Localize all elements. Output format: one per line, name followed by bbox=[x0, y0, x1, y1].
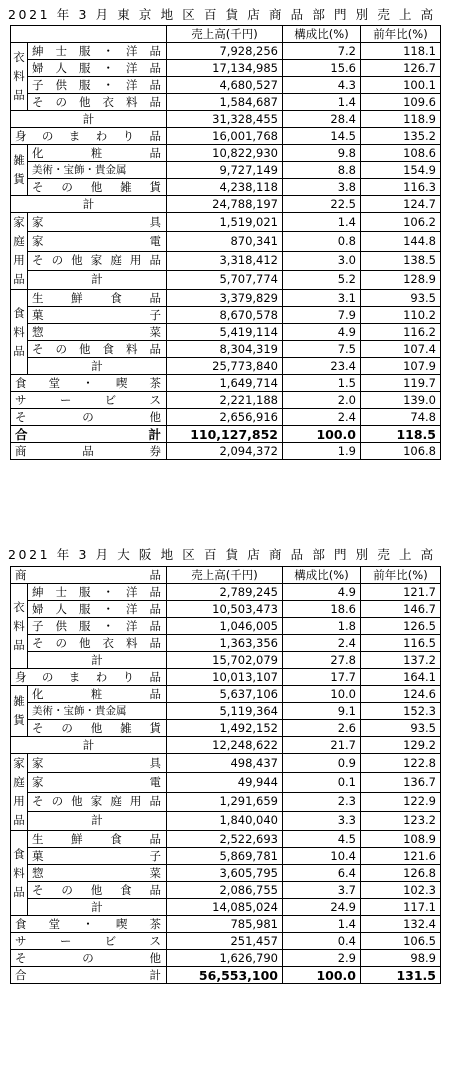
total-ratio: 100.0 bbox=[283, 967, 361, 984]
header-yoy: 前年比(%) bbox=[361, 567, 441, 584]
row-sales: 31,328,455 bbox=[167, 111, 283, 128]
table-row bbox=[11, 635, 441, 652]
row-yoy: 116.3 bbox=[361, 179, 441, 196]
group-label-household: 家 庭 用 品 bbox=[11, 754, 28, 831]
row-ratio: 6.4 bbox=[283, 865, 361, 882]
row-name: その他 bbox=[11, 409, 167, 426]
row-yoy: 74.8 bbox=[361, 409, 441, 426]
row-yoy: 118.1 bbox=[361, 43, 441, 60]
table-row bbox=[11, 669, 441, 686]
subtotal-row bbox=[11, 196, 441, 213]
subtotal-label: 計 bbox=[11, 111, 167, 128]
subtotal-row bbox=[11, 652, 441, 669]
row-sales: 785,981 bbox=[167, 916, 283, 933]
row-name: 子供服・洋品 bbox=[28, 618, 167, 635]
table-row bbox=[11, 686, 441, 703]
row-yoy: 98.9 bbox=[361, 950, 441, 967]
table-row bbox=[11, 251, 441, 270]
row-sales: 1,519,021 bbox=[167, 213, 283, 232]
row-sales: 17,134,985 bbox=[167, 60, 283, 77]
table-row bbox=[11, 145, 441, 162]
row-name: サービス bbox=[11, 392, 167, 409]
table-row bbox=[11, 375, 441, 392]
row-ratio: 1.4 bbox=[283, 916, 361, 933]
subtotal-label: 計 bbox=[28, 652, 167, 669]
group-label-clothing: 衣 料 品 bbox=[11, 43, 28, 111]
table-row bbox=[11, 60, 441, 77]
row-ratio: 18.6 bbox=[283, 601, 361, 618]
row-sales: 2,656,916 bbox=[167, 409, 283, 426]
row-ratio: 27.8 bbox=[283, 652, 361, 669]
group-label-misc: 雑 貨 bbox=[11, 145, 28, 196]
row-name: 食堂・喫茶 bbox=[11, 375, 167, 392]
row-ratio: 2.0 bbox=[283, 392, 361, 409]
row-ratio: 7.2 bbox=[283, 43, 361, 60]
row-name: その他 bbox=[11, 950, 167, 967]
row-yoy: 119.7 bbox=[361, 375, 441, 392]
row-yoy: 123.2 bbox=[361, 811, 441, 830]
row-yoy: 136.7 bbox=[361, 773, 441, 792]
row-sales: 2,094,372 bbox=[167, 443, 283, 460]
row-name: 惣菜 bbox=[28, 865, 167, 882]
table-row bbox=[11, 213, 441, 232]
row-sales: 498,437 bbox=[167, 754, 283, 773]
row-sales: 15,702,079 bbox=[167, 652, 283, 669]
row-sales: 9,727,149 bbox=[167, 162, 283, 179]
row-name: 家電 bbox=[28, 232, 167, 251]
table-row bbox=[11, 179, 441, 196]
row-sales: 2,789,245 bbox=[167, 584, 283, 601]
row-ratio: 22.5 bbox=[283, 196, 361, 213]
row-yoy: 144.8 bbox=[361, 232, 441, 251]
row-sales: 1,046,005 bbox=[167, 618, 283, 635]
row-name: 菓子 bbox=[28, 307, 167, 324]
row-ratio: 0.1 bbox=[283, 773, 361, 792]
row-yoy: 93.5 bbox=[361, 290, 441, 307]
row-yoy: 139.0 bbox=[361, 392, 441, 409]
grand-total-row bbox=[11, 967, 441, 984]
row-sales: 1,492,152 bbox=[167, 720, 283, 737]
group-label-household: 家 庭 用 品 bbox=[11, 213, 28, 290]
row-sales: 5,707,774 bbox=[167, 270, 283, 289]
row-ratio: 9.1 bbox=[283, 703, 361, 720]
row-sales: 3,318,412 bbox=[167, 251, 283, 270]
row-ratio: 4.3 bbox=[283, 77, 361, 94]
row-sales: 7,928,256 bbox=[167, 43, 283, 60]
table-row bbox=[11, 584, 441, 601]
row-name: 身のまわり品 bbox=[11, 669, 167, 686]
group-label-food: 食 料 品 bbox=[11, 290, 28, 375]
row-sales: 4,238,118 bbox=[167, 179, 283, 196]
table-row bbox=[11, 94, 441, 111]
row-yoy: 126.8 bbox=[361, 865, 441, 882]
row-name: 紳士服・洋品 bbox=[28, 43, 167, 60]
row-name: 美術・宝飾・貴金属 bbox=[28, 162, 167, 179]
row-name: 子供服・洋品 bbox=[28, 77, 167, 94]
subtotal-label: 計 bbox=[11, 737, 167, 754]
row-ratio: 2.4 bbox=[283, 635, 361, 652]
row-ratio: 2.3 bbox=[283, 792, 361, 811]
row-yoy: 164.1 bbox=[361, 669, 441, 686]
row-ratio: 3.8 bbox=[283, 179, 361, 196]
row-ratio: 3.3 bbox=[283, 811, 361, 830]
table-row bbox=[11, 618, 441, 635]
row-name: その他雑貨 bbox=[28, 179, 167, 196]
table-row bbox=[11, 720, 441, 737]
row-name: 商品券 bbox=[11, 443, 167, 460]
row-ratio: 5.2 bbox=[283, 270, 361, 289]
row-sales: 1,363,356 bbox=[167, 635, 283, 652]
row-yoy: 102.3 bbox=[361, 882, 441, 899]
subtotal-label: 計 bbox=[28, 899, 167, 916]
row-ratio: 2.4 bbox=[283, 409, 361, 426]
row-yoy: 107.4 bbox=[361, 341, 441, 358]
row-yoy: 108.6 bbox=[361, 145, 441, 162]
table-row bbox=[11, 77, 441, 94]
table-row bbox=[11, 43, 441, 60]
row-ratio: 4.9 bbox=[283, 324, 361, 341]
row-ratio: 1.8 bbox=[283, 618, 361, 635]
row-yoy: 124.7 bbox=[361, 196, 441, 213]
row-name: 家具 bbox=[28, 754, 167, 773]
row-sales: 5,637,106 bbox=[167, 686, 283, 703]
row-ratio: 14.5 bbox=[283, 128, 361, 145]
row-sales: 25,773,840 bbox=[167, 358, 283, 375]
group-label-misc: 雑 貨 bbox=[11, 686, 28, 737]
row-name: 家電 bbox=[28, 773, 167, 792]
table-row bbox=[11, 128, 441, 145]
row-sales: 10,013,107 bbox=[167, 669, 283, 686]
row-name: サービス bbox=[11, 933, 167, 950]
header-sales: 売上高(千円) bbox=[167, 567, 283, 584]
row-name: 化粧品 bbox=[28, 686, 167, 703]
row-ratio: 10.0 bbox=[283, 686, 361, 703]
row-sales: 3,379,829 bbox=[167, 290, 283, 307]
row-ratio: 10.4 bbox=[283, 848, 361, 865]
tokyo-sales-table bbox=[10, 25, 441, 460]
row-yoy: 128.9 bbox=[361, 270, 441, 289]
osaka-title: 2021 年 3 月 大 阪 地 区 百 貨 店 商 品 部 門 別 売 上 高 bbox=[8, 547, 436, 562]
row-name: 生鮮食品 bbox=[28, 831, 167, 848]
row-yoy: 121.7 bbox=[361, 584, 441, 601]
row-sales: 14,085,024 bbox=[167, 899, 283, 916]
row-yoy: 107.9 bbox=[361, 358, 441, 375]
total-yoy: 131.5 bbox=[361, 967, 441, 984]
row-sales: 10,503,473 bbox=[167, 601, 283, 618]
row-name: その他家庭用品 bbox=[28, 251, 167, 270]
row-ratio: 0.4 bbox=[283, 933, 361, 950]
row-sales: 2,221,188 bbox=[167, 392, 283, 409]
row-ratio: 2.9 bbox=[283, 950, 361, 967]
row-name: 身のまわり品 bbox=[11, 128, 167, 145]
row-name: その他衣料品 bbox=[28, 94, 167, 111]
total-label: 合計 bbox=[11, 426, 167, 443]
row-yoy: 124.6 bbox=[361, 686, 441, 703]
subtotal-row bbox=[11, 737, 441, 754]
subtotal-row bbox=[11, 111, 441, 128]
row-ratio: 4.9 bbox=[283, 584, 361, 601]
row-name: 惣菜 bbox=[28, 324, 167, 341]
row-yoy: 126.7 bbox=[361, 60, 441, 77]
table-row bbox=[11, 162, 441, 179]
row-sales: 4,680,527 bbox=[167, 77, 283, 94]
table-row bbox=[11, 831, 441, 848]
row-sales: 1,840,040 bbox=[167, 811, 283, 830]
total-yoy: 118.5 bbox=[361, 426, 441, 443]
row-name: 婦人服・洋品 bbox=[28, 60, 167, 77]
table-row bbox=[11, 950, 441, 967]
row-ratio: 1.4 bbox=[283, 94, 361, 111]
row-ratio: 3.7 bbox=[283, 882, 361, 899]
table-row bbox=[11, 601, 441, 618]
row-ratio: 3.1 bbox=[283, 290, 361, 307]
row-yoy: 126.5 bbox=[361, 618, 441, 635]
row-yoy: 116.2 bbox=[361, 324, 441, 341]
osaka-sales-table bbox=[10, 566, 441, 984]
row-yoy: 122.8 bbox=[361, 754, 441, 773]
row-sales: 1,291,659 bbox=[167, 792, 283, 811]
row-yoy: 118.9 bbox=[361, 111, 441, 128]
group-label-clothing: 衣 料 品 bbox=[11, 584, 28, 669]
row-yoy: 116.5 bbox=[361, 635, 441, 652]
row-ratio: 17.7 bbox=[283, 669, 361, 686]
row-ratio: 3.0 bbox=[283, 251, 361, 270]
row-name: 紳士服・洋品 bbox=[28, 584, 167, 601]
row-sales: 5,419,114 bbox=[167, 324, 283, 341]
row-yoy: 129.2 bbox=[361, 737, 441, 754]
tokyo-title: 2021 年 3 月 東 京 地 区 百 貨 店 商 品 部 門 別 売 上 高 bbox=[8, 7, 436, 22]
row-sales: 870,341 bbox=[167, 232, 283, 251]
row-yoy: 100.1 bbox=[361, 77, 441, 94]
row-ratio: 4.5 bbox=[283, 831, 361, 848]
row-name: その他食品 bbox=[28, 882, 167, 899]
subtotal-label: 計 bbox=[28, 358, 167, 375]
table-row bbox=[11, 392, 441, 409]
row-sales: 1,584,687 bbox=[167, 94, 283, 111]
table-row bbox=[11, 792, 441, 811]
row-name: 家具 bbox=[28, 213, 167, 232]
subtotal-label: 計 bbox=[28, 811, 167, 830]
row-yoy: 152.3 bbox=[361, 703, 441, 720]
table-row bbox=[11, 341, 441, 358]
row-name: 婦人服・洋品 bbox=[28, 601, 167, 618]
row-name: その他衣料品 bbox=[28, 635, 167, 652]
row-yoy: 121.6 bbox=[361, 848, 441, 865]
row-ratio: 2.6 bbox=[283, 720, 361, 737]
total-label: 合計 bbox=[11, 967, 167, 984]
row-yoy: 110.2 bbox=[361, 307, 441, 324]
row-sales: 1,649,714 bbox=[167, 375, 283, 392]
row-yoy: 109.6 bbox=[361, 94, 441, 111]
table-row bbox=[11, 232, 441, 251]
header-sales: 売上高(千円) bbox=[167, 26, 283, 43]
row-sales: 2,086,755 bbox=[167, 882, 283, 899]
row-sales: 12,248,622 bbox=[167, 737, 283, 754]
row-ratio: 0.9 bbox=[283, 754, 361, 773]
table-row bbox=[11, 882, 441, 899]
row-name: 菓子 bbox=[28, 848, 167, 865]
table-header-row bbox=[11, 26, 441, 43]
subtotal-row bbox=[11, 270, 441, 289]
row-sales: 251,457 bbox=[167, 933, 283, 950]
subtotal-label: 計 bbox=[28, 270, 167, 289]
row-sales: 5,869,781 bbox=[167, 848, 283, 865]
row-sales: 24,788,197 bbox=[167, 196, 283, 213]
row-name: その他雑貨 bbox=[28, 720, 167, 737]
row-yoy: 135.2 bbox=[361, 128, 441, 145]
total-sales: 110,127,852 bbox=[167, 426, 283, 443]
row-yoy: 93.5 bbox=[361, 720, 441, 737]
grand-total-row bbox=[11, 426, 441, 443]
row-name: 化粧品 bbox=[28, 145, 167, 162]
row-yoy: 137.2 bbox=[361, 652, 441, 669]
table-row bbox=[11, 290, 441, 307]
table-row bbox=[11, 773, 441, 792]
row-sales: 2,522,693 bbox=[167, 831, 283, 848]
row-name: その他食料品 bbox=[28, 341, 167, 358]
row-yoy: 106.8 bbox=[361, 443, 441, 460]
row-ratio: 21.7 bbox=[283, 737, 361, 754]
row-sales: 1,626,790 bbox=[167, 950, 283, 967]
row-sales: 8,304,319 bbox=[167, 341, 283, 358]
row-ratio: 1.5 bbox=[283, 375, 361, 392]
table-row bbox=[11, 324, 441, 341]
row-ratio: 9.8 bbox=[283, 145, 361, 162]
table-row bbox=[11, 933, 441, 950]
row-yoy: 117.1 bbox=[361, 899, 441, 916]
row-sales: 8,670,578 bbox=[167, 307, 283, 324]
row-yoy: 138.5 bbox=[361, 251, 441, 270]
subtotal-label: 計 bbox=[11, 196, 167, 213]
row-ratio: 7.9 bbox=[283, 307, 361, 324]
header-ratio: 構成比(%) bbox=[283, 567, 361, 584]
header-ratio: 構成比(%) bbox=[283, 26, 361, 43]
total-ratio: 100.0 bbox=[283, 426, 361, 443]
row-yoy: 154.9 bbox=[361, 162, 441, 179]
row-yoy: 146.7 bbox=[361, 601, 441, 618]
row-sales: 16,001,768 bbox=[167, 128, 283, 145]
row-sales: 49,944 bbox=[167, 773, 283, 792]
row-name: 美術・宝飾・貴金属 bbox=[28, 703, 167, 720]
row-ratio: 1.9 bbox=[283, 443, 361, 460]
header-yoy: 前年比(%) bbox=[361, 26, 441, 43]
group-label-food: 食 料 品 bbox=[11, 831, 28, 916]
voucher-row bbox=[11, 443, 441, 460]
table-row bbox=[11, 409, 441, 426]
row-yoy: 108.9 bbox=[361, 831, 441, 848]
row-name: その他家庭用品 bbox=[28, 792, 167, 811]
row-sales: 5,119,364 bbox=[167, 703, 283, 720]
table-row bbox=[11, 703, 441, 720]
table-row bbox=[11, 865, 441, 882]
row-ratio: 28.4 bbox=[283, 111, 361, 128]
row-ratio: 8.8 bbox=[283, 162, 361, 179]
row-yoy: 106.2 bbox=[361, 213, 441, 232]
table-row bbox=[11, 916, 441, 933]
table-row bbox=[11, 307, 441, 324]
row-ratio: 23.4 bbox=[283, 358, 361, 375]
header-category: 商品 bbox=[11, 567, 167, 584]
row-name: 生鮮食品 bbox=[28, 290, 167, 307]
row-ratio: 0.8 bbox=[283, 232, 361, 251]
table-row bbox=[11, 848, 441, 865]
header-category bbox=[11, 26, 167, 43]
total-sales: 56,553,100 bbox=[167, 967, 283, 984]
row-ratio: 24.9 bbox=[283, 899, 361, 916]
row-ratio: 15.6 bbox=[283, 60, 361, 77]
subtotal-row bbox=[11, 899, 441, 916]
row-yoy: 122.9 bbox=[361, 792, 441, 811]
subtotal-row bbox=[11, 811, 441, 830]
row-yoy: 132.4 bbox=[361, 916, 441, 933]
row-sales: 3,605,795 bbox=[167, 865, 283, 882]
row-ratio: 7.5 bbox=[283, 341, 361, 358]
row-sales: 10,822,930 bbox=[167, 145, 283, 162]
row-yoy: 106.5 bbox=[361, 933, 441, 950]
subtotal-row bbox=[11, 358, 441, 375]
row-ratio: 1.4 bbox=[283, 213, 361, 232]
table-row bbox=[11, 754, 441, 773]
table-header-row bbox=[11, 567, 441, 584]
row-name: 食堂・喫茶 bbox=[11, 916, 167, 933]
